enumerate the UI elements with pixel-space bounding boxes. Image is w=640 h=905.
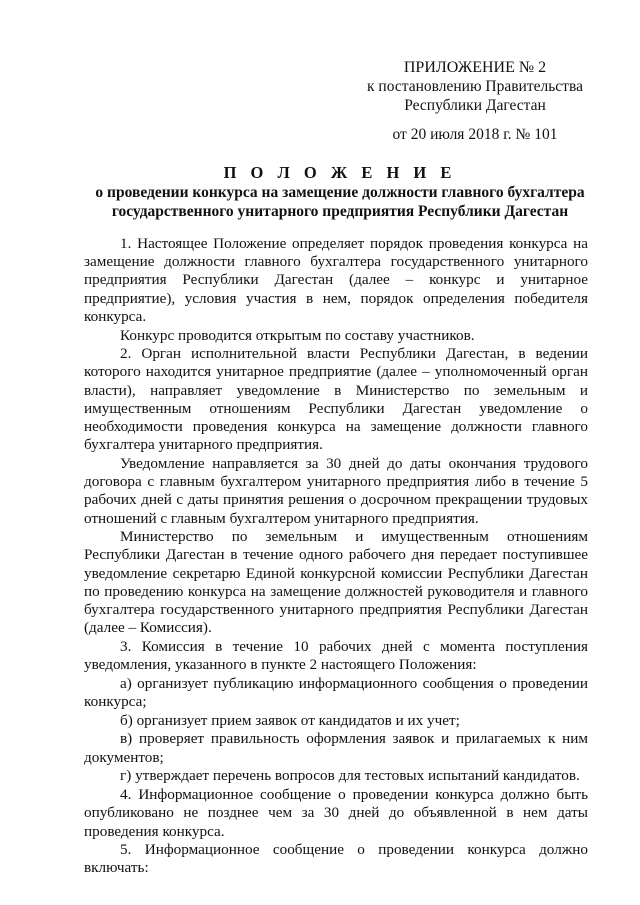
document-subtitle-line-2: государственного унитарного предприятия Республики Дагестан bbox=[111, 203, 569, 220]
appendix-gap bbox=[360, 115, 590, 125]
document-title: П О Л О Ж Е Н И Е bbox=[223, 163, 457, 182]
paragraph-2: Конкурс проводится открытым по составу участников. bbox=[120, 326, 475, 344]
document-body bbox=[84, 235, 588, 878]
appendix-block bbox=[360, 58, 590, 144]
appendix-line-2: Республики Дагестан bbox=[404, 97, 546, 114]
paragraph-8: б) организует прием заявок от кандидатов и их учет; bbox=[120, 711, 460, 729]
paragraph-3: 2. Орган исполнительной власти Республики Дагестан, в ведении которого находится унитарное предприятие (далее – уполномоченный орган власти), направляет уведомление в Министерство по земельным и имущественным отношениям Республики Дагестан уведомление о необходимости проведения конкурса на замещение должности главного бухгалтера унитарного предприятия. bbox=[84, 345, 588, 454]
paragraph-9: в) проверяет правильность оформления заявок и прилагаемых к ним документов; bbox=[84, 730, 588, 766]
document-heading bbox=[60, 163, 620, 221]
appendix-line-1: к постановлению Правительства bbox=[367, 78, 583, 95]
paragraph-10: г) утверждает перечень вопросов для тестовых испытаний кандидатов. bbox=[120, 767, 580, 785]
paragraph-4: Уведомление направляется за 30 дней до даты окончания трудового договора с главным бухгалтером унитарного предприятия либо в течение 5 рабочих дней с даты принятия решения о досрочном прекращении трудовых отношений с главным бухгалтером унитарного предприятия. bbox=[84, 454, 588, 527]
appendix-date: от 20 июля 2018 г. № 101 bbox=[392, 126, 558, 143]
appendix-title: ПРИЛОЖЕНИЕ № 2 bbox=[403, 59, 547, 76]
paragraph-12: 5. Информационное сообщение о проведении конкурса должно включать: bbox=[84, 841, 588, 877]
paragraph-6: 3. Комиссия в течение 10 рабочих дней с момента поступления уведомления, указанного в пункте 2 настоящего Положения: bbox=[84, 637, 588, 674]
paragraph-11: 4. Информационное сообщение о проведении конкурса должно быть опубликовано не позднее чем за 30 дней до объявленной в нем даты проведения конкурса. bbox=[84, 786, 588, 840]
paragraph-5: Министерство по земельным и имущественным отношениям Республики Дагестан в течение одного рабочего дня передает поступившее уведомление секретарю Единой конкурсной комиссии Республики Дагестан по проведению конкурса на замещение должностей руководителя и главного бухгалтера государственного унитарного предприятия Республики Дагестан (далее – Комиссия). bbox=[84, 528, 588, 637]
paragraph-1: 1. Настоящее Положение определяет порядок проведения конкурса на замещение должности главного бухгалтера государственного унитарного предприятия Республики Дагестан (далее – конкурс и унитарное предприятие), условия участия в нем, порядок определения победителя конкурса. bbox=[84, 235, 588, 325]
paragraph-7: а) организует публикацию информационного сообщения о проведении конкурса; bbox=[84, 674, 588, 711]
document-subtitle-line-1: о проведении конкурса на замещение должности главного бухгалтера bbox=[95, 184, 585, 201]
